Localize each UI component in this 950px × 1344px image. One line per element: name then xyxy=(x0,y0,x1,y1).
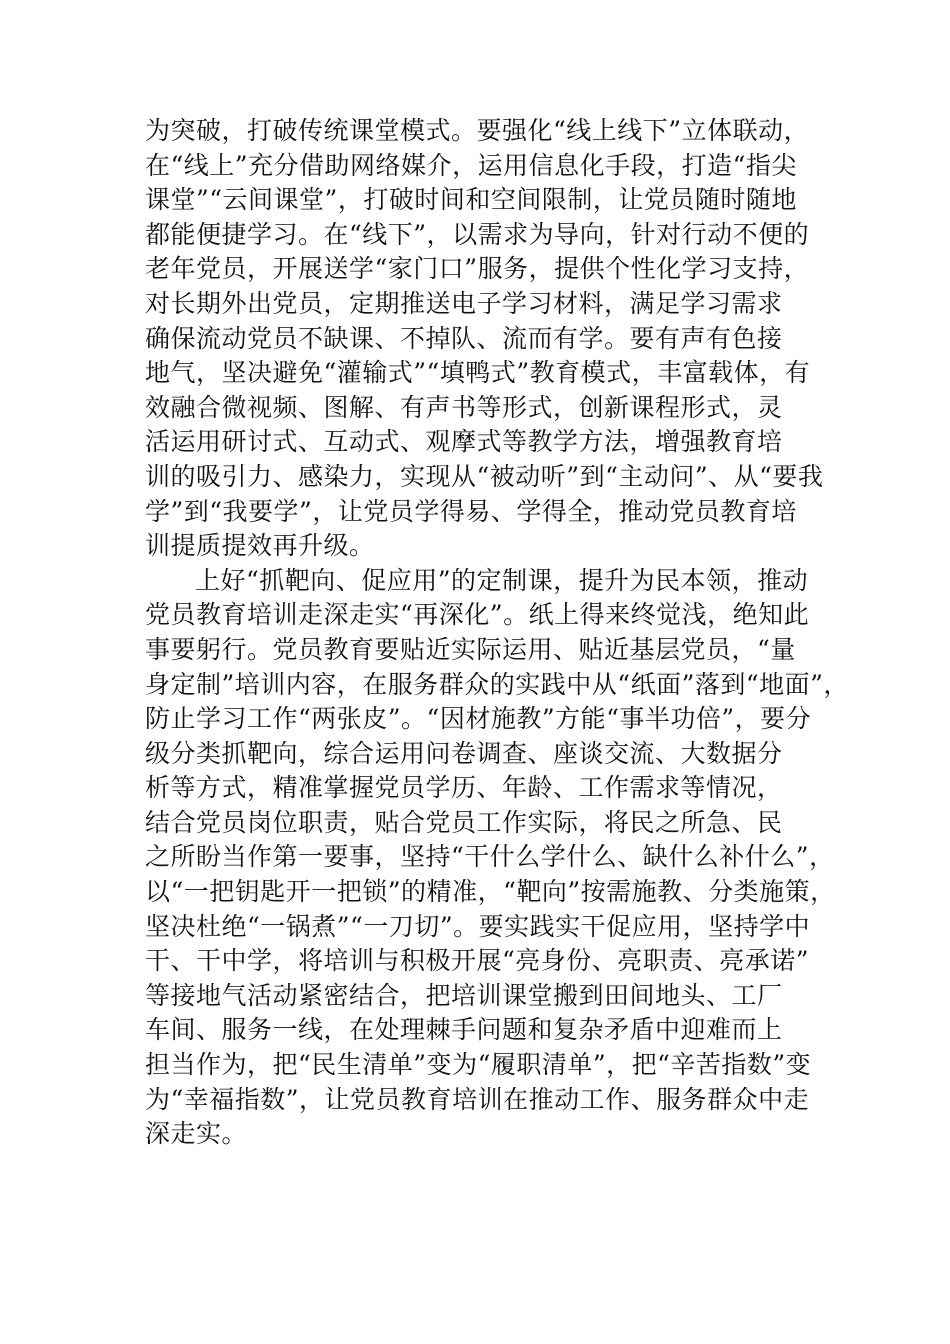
text-line: 训的吸引力、感染力，实现从“被动听”到“主动问”、从“要我 xyxy=(145,461,824,491)
text-line: 在“线上”充分借助网络媒介，运用信息化手段，打造“指尖 xyxy=(145,150,797,180)
text-line: 活运用研讨式、互动式、观摩式等教学方法，增强教育培 xyxy=(145,427,783,457)
text-line: 干、干中学，将培训与积极开展“亮身份、亮职责、亮承诺” xyxy=(145,946,810,976)
text-line: 担当作为，把“民生清单”变为“履职清单”，把“辛苦指数”变 xyxy=(145,1050,812,1080)
text-line: 上好“抓靶向、促应用”的定制课，提升为民本领，推动 xyxy=(195,565,809,595)
text-line: 为“幸福指数”，让党员教育培训在推动工作、服务群众中走 xyxy=(145,1084,810,1114)
text-line: 等接地气活动紧密结合，把培训课堂搬到田间地头、工厂 xyxy=(145,980,783,1010)
text-line: 课堂”“云间课堂”，打破时间和空间限制，让党员随时随地 xyxy=(145,185,797,215)
text-line: 身定制”培训内容，在服务群众的实践中从“纸面”落到“地面”， xyxy=(145,669,849,699)
text-line: 确保流动党员不缺课、不掉队、流而有学。要有声有色接 xyxy=(145,323,783,353)
text-line: 地气，坚决避免“灌输式”“填鸭式”教育模式，丰富载体，有 xyxy=(145,358,811,388)
text-line: 老年党员，开展送学“家门口”服务，提供个性化学习支持， xyxy=(145,254,810,284)
text-line: 都能便捷学习。在“线下”，以需求为导向，针对行动不便的 xyxy=(145,219,810,249)
text-line: 防止学习工作“两张皮”。“因材施教”方能“事半功倍”，要分 xyxy=(145,704,812,734)
text-line: 深走实。 xyxy=(145,1119,248,1149)
text-line: 结合党员岗位职责，贴合党员工作实际，将民之所急、民 xyxy=(145,807,783,837)
text-line: 党员教育培训走深走实“再深化”。纸上得来终觉浅，绝知此 xyxy=(145,600,810,630)
paragraph-1 xyxy=(145,114,845,564)
text-line: 级分类抓靶向，综合运用问卷调查、座谈交流、大数据分 xyxy=(145,738,783,768)
text-line: 车间、服务一线，在处理棘手问题和复杂矛盾中迎难而上 xyxy=(145,1015,783,1045)
text-line: 效融合微视频、图解、有声书等形式，创新课程形式，灵 xyxy=(145,392,783,422)
paragraph-2 xyxy=(145,564,849,1152)
text-line: 学”到“我要学”，让党员学得易、学得全，推动党员教育培 xyxy=(145,496,797,526)
text-line: 坚决杜绝“一锅煮”“一刀切”。要实践实干促应用，坚持学中 xyxy=(145,911,811,941)
text-line: 析等方式，精准掌握党员学历、年龄、工作需求等情况， xyxy=(145,773,783,803)
text-line: 事要躬行。党员教育要贴近实际运用、贴近基层党员，“量 xyxy=(145,634,796,664)
text-line: 为突破，打破传统课堂模式。要强化“线上线下”立体联动， xyxy=(145,116,810,145)
text-line: 之所盼当作第一要事，坚持“干什么学什么、缺什么补什么”， xyxy=(145,842,835,872)
text-line: 对长期外出党员，定期推送电子学习材料，满足学习需求 xyxy=(145,288,783,318)
document-body xyxy=(145,114,849,1152)
text-line: 以“一把钥匙开一把锁”的精准，“靶向”按需施教、分类施策， xyxy=(145,877,836,907)
text-line: 训提质提效再升级。 xyxy=(145,531,375,561)
